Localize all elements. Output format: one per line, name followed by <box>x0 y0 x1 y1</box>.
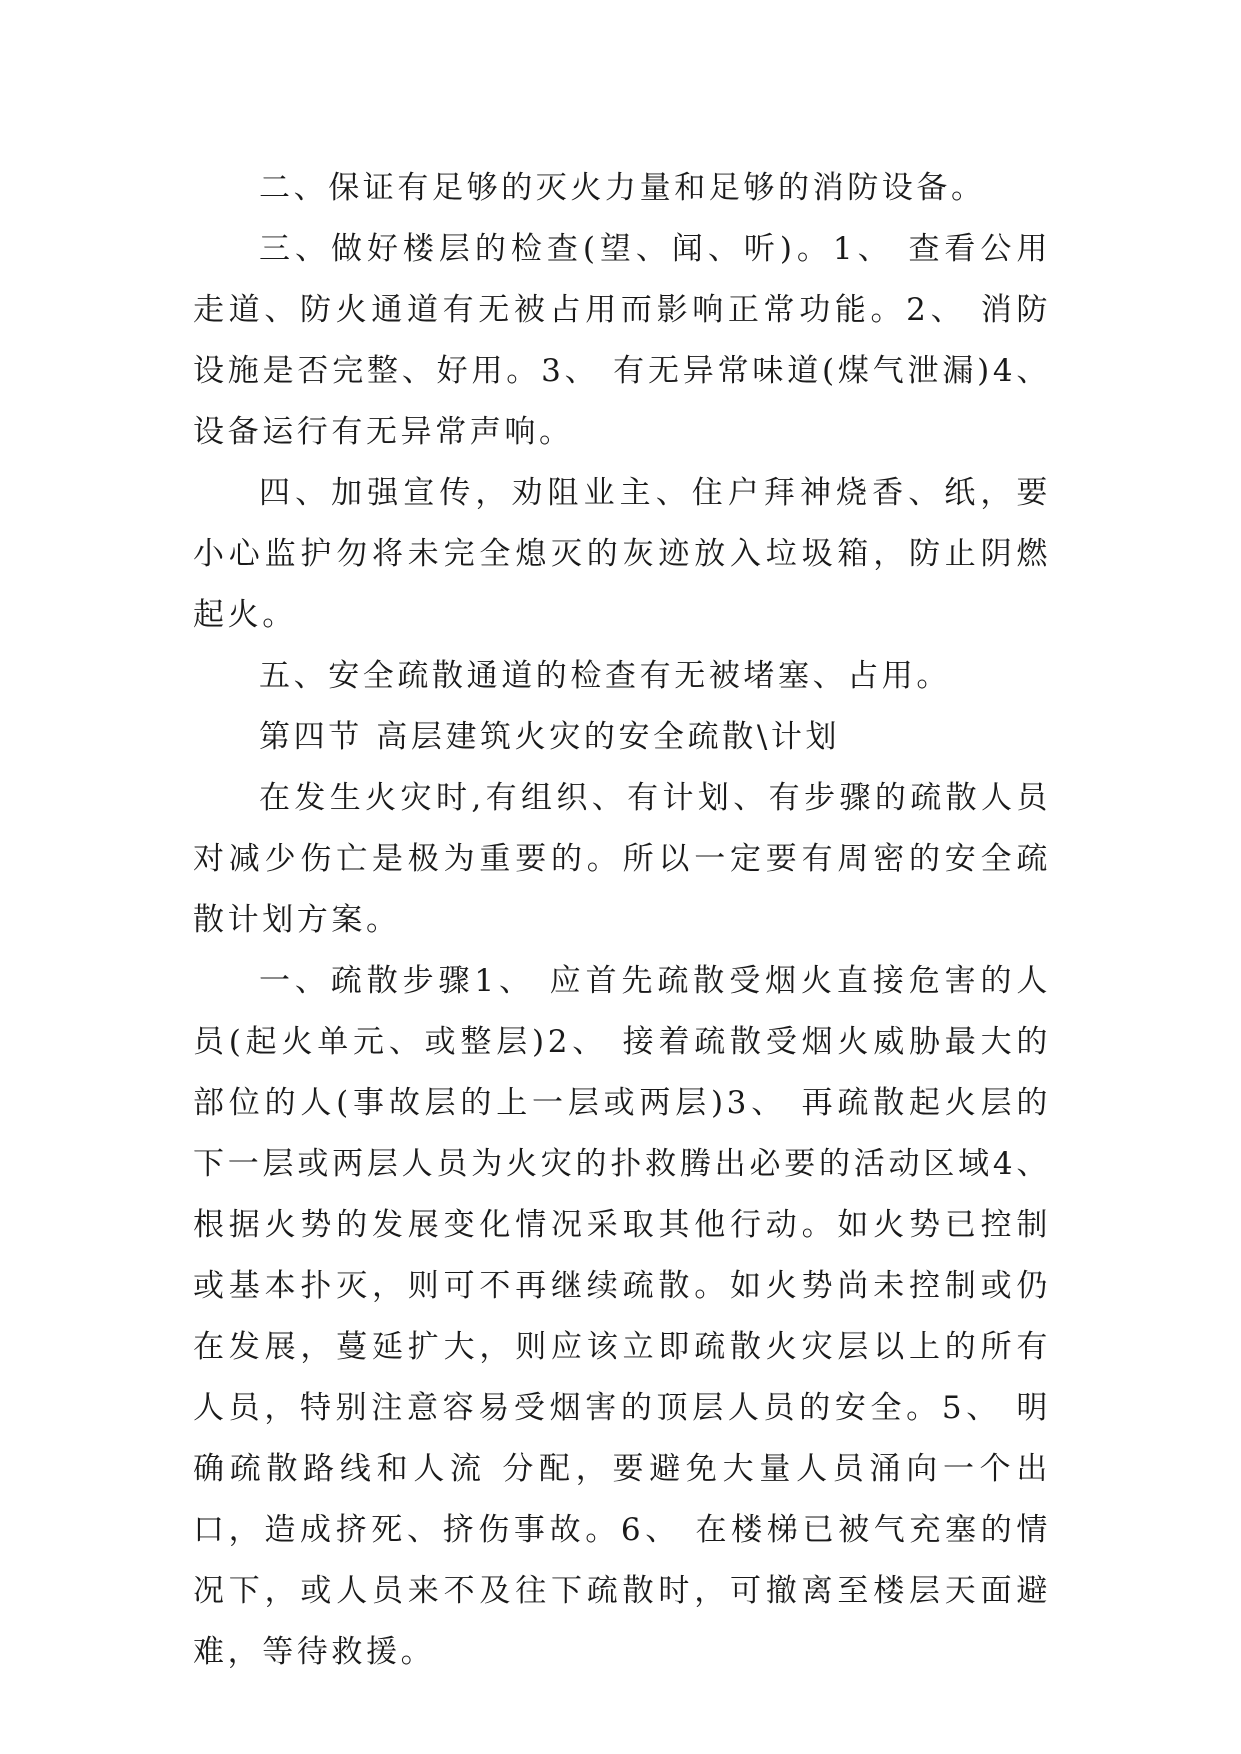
paragraph-publicity: 四、加强宣传，劝阻业主、住户拜神烧香、纸，要小心监护勿将未完全熄灭的灰迹放入垃圾箱，防止阴燃起火。 <box>193 475 1051 633</box>
section-heading: 第四节 高层建筑火灾的安全疏散\计划 <box>259 719 841 755</box>
paragraph-evacuation-intro: 在发生火灾时,有组织、有计划、有步骤的疏散人员对减少伤亡是极为重要的。所以一定要有周密的安全疏散计划方案。 <box>193 780 1051 938</box>
paragraph-fire-equipment: 二、保证有足够的灭火力量和足够的消防设备。 <box>259 170 986 206</box>
paragraph-floor-inspection: 三、做好楼层的检查(望、闻、听)。1、 查看公用走道、防火通道有无被占用而影响正常功能。2、 消防设施是否完整、好用。3、 有无异常味道(煤气泄漏)4、 设备运行有无异常声响。 <box>193 231 1051 450</box>
document-page <box>193 158 1051 1683</box>
paragraph-evacuation-passage-check: 五、安全疏散通道的检查有无被堵塞、占用。 <box>259 658 951 694</box>
paragraph-evacuation-steps: 一、疏散步骤1、 应首先疏散受烟火直接危害的人员(起火单元、或整层)2、 接着疏散受烟火威胁最大的部位的人(事故层的上一层或两层)3、 再疏散起火层的下一层或两层人员为火灾的扑救腾出必要的活动区域4、 根据火势的发展变化情况采取其他行动。如火势已控制或基本扑灭，则可不再继续疏散。如火势尚未控制或仍在发展，蔓延扩大，则应该立即疏散火灾层以上的所有人员，特别注意容易受烟害的顶层人员的安全。5、 明确疏散路线和人流 分配，要避免大量人员涌向一个出口，造成挤死、挤伤事故。6、 在楼梯已被气充塞的情况下，或人员来不及往下疏散时，可撤离至楼层天面避难，等待救援。 <box>193 963 1051 1670</box>
